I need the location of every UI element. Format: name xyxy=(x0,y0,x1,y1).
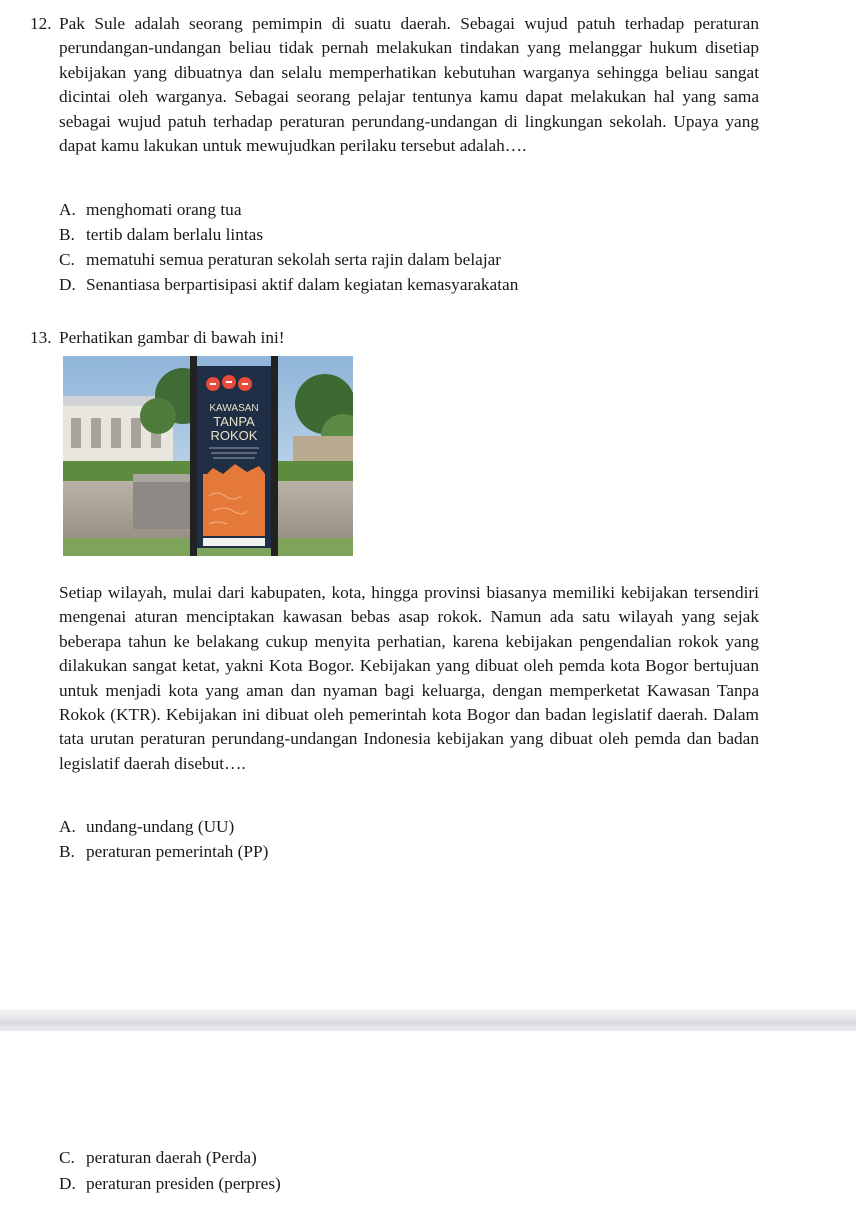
option-letter: D. xyxy=(59,1174,76,1193)
question-13-text: Setiap wilayah, mulai dari kabupaten, kota, hingga provinsi biasanya memiliki kebijakan tersendiri mengenai aturan menciptakan kawasan bebas asap rokok. Namun ada satu wilayah yang sejak beberapa tahun ke belakang cukup menyita perhatian, karena kebijakan pengendalian rokok yang dilakukan sangat ketat, yakni Kota Bogor. Kebijakan yang dibuat oleh pemda kota Bogor bertujuan untuk menjadi kota yang aman dan nyaman bagi keluarga, dengan memperketat Kawasan Tanpa Rokok (KTR). Kebijakan ini dibuat oleh pemerintah kota Bogor dan badan legislatif daerah. Dalam tata urutan peraturan perundang-undangan Indonesia kebijakan yang dibuat oleh pemda dan badan legislatif daerah disebut…. xyxy=(59,583,759,773)
sign-line-2: TANPA xyxy=(213,414,255,429)
question-12-option-c[interactable] xyxy=(59,248,799,272)
sign-line-3: ROKOK xyxy=(210,428,258,443)
question-13-option-c[interactable] xyxy=(59,1146,799,1170)
question-12-option-b[interactable] xyxy=(59,223,799,247)
question-13-prompt: Perhatikan gambar di bawah ini! xyxy=(59,328,285,347)
option-letter: A. xyxy=(59,817,76,836)
option-text: peraturan presiden (perpres) xyxy=(86,1174,281,1193)
option-letter: B. xyxy=(59,225,75,244)
option-letter: D. xyxy=(59,275,76,294)
question-13-option-d[interactable] xyxy=(59,1172,799,1196)
option-text: undang-undang (UU) xyxy=(86,817,235,836)
question-12-option-a[interactable] xyxy=(59,198,799,222)
option-text: tertib dalam berlalu lintas xyxy=(86,225,264,244)
question-13-number: 13. xyxy=(30,328,52,347)
option-letter: C. xyxy=(59,250,75,269)
option-text: menghomati orang tua xyxy=(86,200,242,219)
option-text: peraturan pemerintah (PP) xyxy=(86,842,269,861)
sign-line-1: KAWASAN xyxy=(209,403,259,414)
option-letter: B. xyxy=(59,842,75,861)
option-letter: A. xyxy=(59,200,76,219)
option-text: Senantiasa berpartisipasi aktif dalam kegiatan kemasyarakatan xyxy=(86,275,519,294)
option-text: mematuhi semua peraturan sekolah serta rajin dalam belajar xyxy=(86,250,502,269)
question-13-option-a[interactable] xyxy=(59,815,799,839)
question-12-option-d[interactable] xyxy=(59,273,799,297)
option-letter: C. xyxy=(59,1148,75,1167)
question-12-number: 12. xyxy=(30,14,52,33)
question-12-text: Pak Sule adalah seorang pemimpin di suatu daerah. Sebagai wujud patuh terhadap peraturan perundangan-undangan beliau tidak pernah melakukan tindakan yang melanggar hukum disetiap kebijakan yang dibuatnya dan selalu memperhatikan kebutuhan warganya sehingga beliau sangat dicintai oleh warganya. Sebagai seorang pelajar tentunya kamu dapat melakukan hal yang sama sebagai wujud patuh terhadap peraturan perundang-undangan di lingkungan sekolah. Upaya yang dapat kamu lakukan untuk mewujudkan perilaku tersebut adalah…. xyxy=(59,14,759,156)
no-smoking-sign-photo xyxy=(63,356,353,556)
option-text: peraturan daerah (Perda) xyxy=(86,1148,257,1167)
photo-illustration xyxy=(63,356,353,556)
question-13-option-b[interactable] xyxy=(59,840,799,864)
page-break-divider xyxy=(0,1009,856,1031)
